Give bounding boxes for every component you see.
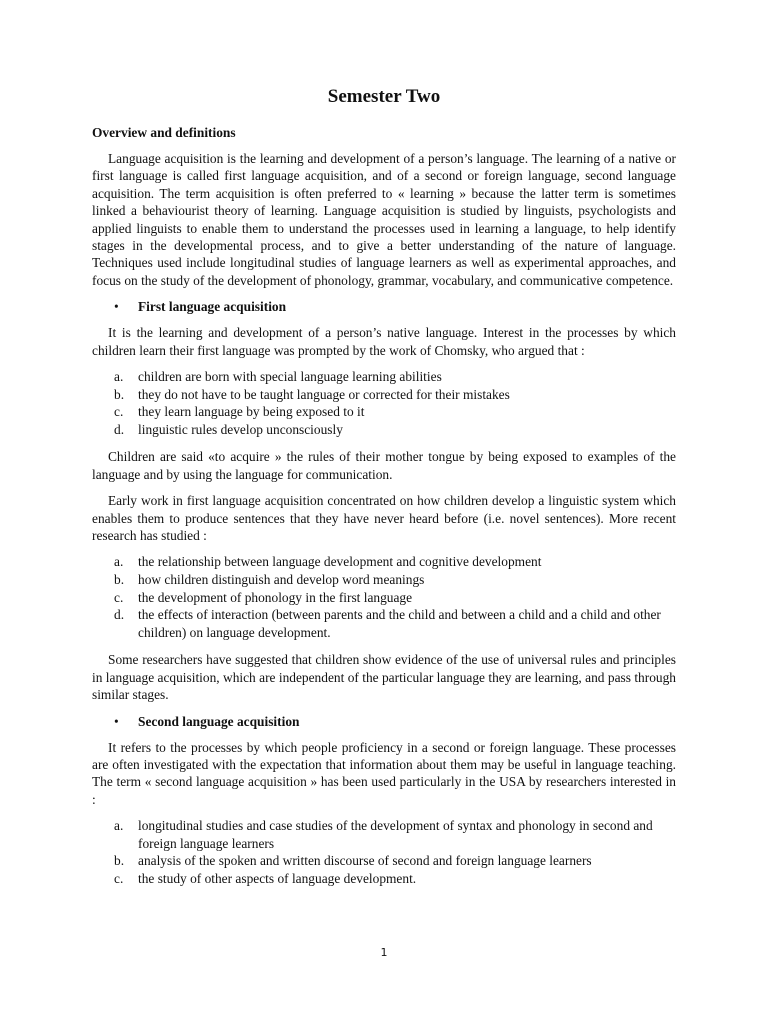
page-number: 1 (380, 946, 388, 959)
list-marker: d. (114, 421, 125, 437)
recent-research-list (92, 553, 676, 641)
list-marker: c. (114, 871, 124, 887)
second-language-intro: It refers to the processes by which people proficiency in a second or foreign language. These processes are often investigated with the expectation that information about them may be useful in language teaching. The term « second language acquisition » has been used particularly in the USA by researchers interested in : (92, 739, 676, 807)
list-item-text: the development of phonology in the first language (138, 589, 413, 605)
list-item (92, 421, 676, 439)
bullet-icon: • (114, 713, 119, 729)
list-item-text: the relationship between language development and cognitive development (138, 554, 542, 570)
list-marker: d. (114, 607, 125, 623)
list-marker: c. (114, 589, 124, 605)
list-item (92, 386, 676, 404)
list-marker: a. (114, 818, 124, 834)
bullet-icon: • (114, 299, 119, 315)
list-marker: a. (114, 554, 124, 570)
list-item (92, 852, 676, 870)
overview-paragraph: Language acquisition is the learning and development of a person’s language. The learning of a native or first language is called first language acquisition, and of a second or foreign language, second language acquisition. The term acquisition is often preferred to « learning » because the latter term is sometimes linked a behaviourist theory of learning. Language acquisition is studied by linguists, psychologists and applied linguists to enable them to understand the processes used in learning a language, to help identify stages in the developmental process, and to give a better understanding of the nature of language. Techniques used include longitudinal studies of language learners as well as experimental approaches, and focus on the study of the development of phonology, grammar, vocabulary, and communicative competence. (92, 151, 676, 288)
overview-heading: Overview and definitions (92, 125, 236, 140)
acquire-paragraph: Children are said «to acquire » the rules of their mother tongue by being exposed to examples of the language and by using the language for communication. (92, 449, 676, 482)
sla-research-list (92, 817, 676, 887)
universal-rules-paragraph: Some researchers have suggested that children show evidence of the use of universal rules and principles in language acquisition, which are independent of the particular language they are learning, and pass through similar stages. (92, 652, 676, 703)
list-item-text: analysis of the spoken and written discourse of second and foreign language learners (138, 853, 592, 869)
first-language-intro: It is the learning and development of a person’s native language. Interest in the processes by which children learn their first language was prompted by the work of Chomsky, who argued that : (92, 325, 676, 358)
list-marker: a. (114, 369, 124, 385)
page-title: Semester Two (327, 86, 441, 107)
list-item (92, 571, 676, 589)
list-item (92, 553, 676, 571)
list-item-text: they learn language by being exposed to it (138, 404, 365, 420)
list-item-text: how children distinguish and develop word meanings (138, 572, 425, 588)
list-item-text: the study of other aspects of language development. (138, 871, 417, 887)
list-item-text: the effects of interaction (between parents and the child and between a child and a child and other children) on language development. (138, 607, 661, 640)
list-item (92, 606, 676, 641)
list-item (92, 368, 676, 386)
list-item (92, 817, 676, 852)
second-language-heading-text: Second language acquisition (138, 713, 300, 729)
list-marker: b. (114, 572, 125, 588)
list-marker: c. (114, 404, 124, 420)
list-item-text: they do not have to be taught language or corrected for their mistakes (138, 386, 510, 402)
list-item (92, 870, 676, 888)
list-item (92, 589, 676, 607)
list-item-text: children are born with special language learning abilities (138, 369, 442, 385)
list-marker: b. (114, 853, 125, 869)
first-language-heading-text: First language acquisition (138, 299, 287, 315)
list-item-text: linguistic rules develop unconsciously (138, 421, 343, 437)
list-marker: b. (114, 386, 125, 402)
list-item (92, 403, 676, 421)
early-work-paragraph: Early work in first language acquisition concentrated on how children develop a linguistic system which enables them to produce sentences that they have never heard before (i.e. novel sentences). More recent research has studied : (92, 493, 676, 544)
list-item-text: longitudinal studies and case studies of the development of syntax and phonology in second and foreign language learners (138, 818, 653, 851)
second-language-heading (92, 713, 676, 731)
chomsky-list (92, 368, 676, 438)
first-language-heading (92, 298, 676, 316)
